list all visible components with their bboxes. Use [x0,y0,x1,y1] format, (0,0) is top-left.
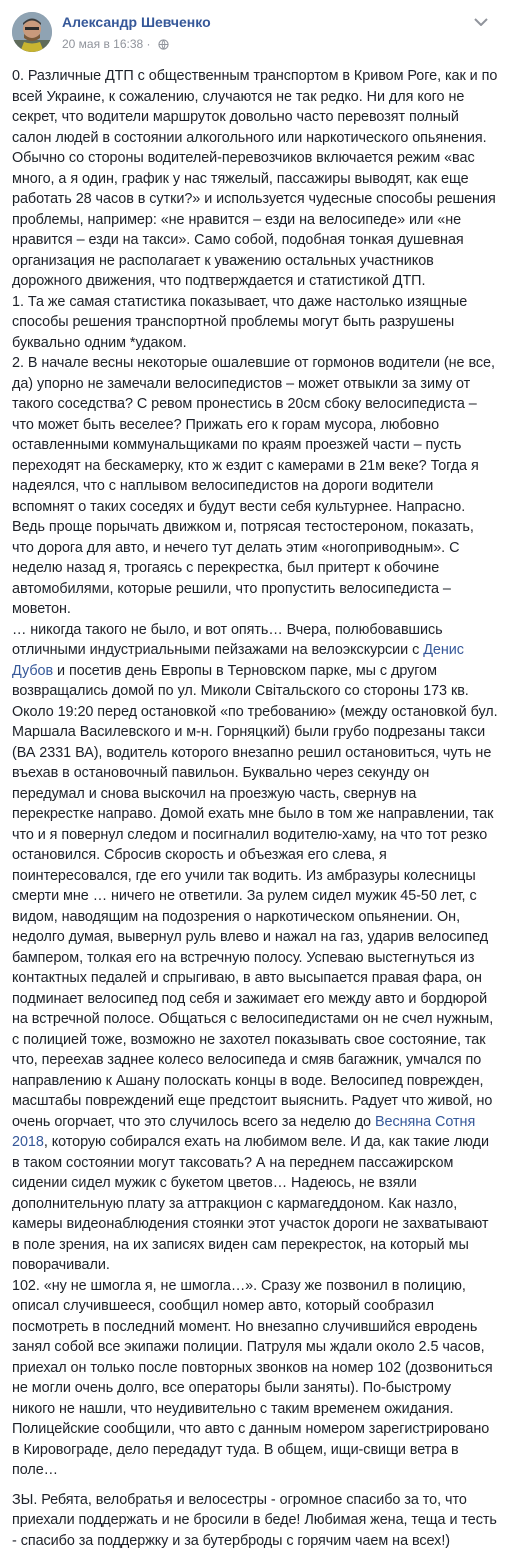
paragraph-3-part-2: и посетив день Европы в Терновском парке, мы с другом возвращались домой по ул. Миколи Світальского со стороны 173 кв. Около 19:20 перед остановкой «по требованию» (между остановкой бул. Маршала Василевского и м-н. Горняцкий) были грубо подрезаны такси (ВА 2331 ВА), водитель которого внезапно решил остановиться, чуть не въехав в остановочный павильон. Буквально через секунду он передумал и снова выскочил на проезжую часть, свернув на перекрестке направо. Домой ехать мне было в том же направлении, так что и я повернул следом и посигналил водителю-хаму, на что тот резко остановился. Сбросив скорость и объезжая его слева, я поинтересовался, где его учили так водить. Из амбразуры колесницы смерти мне … ничего не ответили. За рулем сидел мужик 45-50 лет, с видом, наводящим на подозрения о наркотическом опьянении. Он, недолго думая, вывернул руль влево и нажал на газ, ударив велосипед бампером, толкая его на встречную полосу. Успеваю выстегнуться из контактных педалей и спрыгиваю, в авто высыпается правая фара, он подминает велосипед под себя и зажимает его между авто и бордюрой на встречной полосе. Общаться с велосипедистами он не счел нужным, с полицией тоже, возможно не захотел показывать свое состояние, так что, переехав заднее колесо велосипеда и смяв багажник, умчался по направлению к Ашану полоскать концы в воде. Велосипед поврежден, масштабы повреждений еще предстоит выяснить. Радует что живой, но очень огорчает, что это случилось всего за неделю до [12,663,498,1130]
paragraph-1: 1. Та же самая статистика показывает, что даже настолько изящные способы решения транспортной проблемы могут быть разрушены буквально одним *удаком. [12,292,498,354]
event-link[interactable]: Весняна Сотня 2018 [12,1114,475,1151]
author-name[interactable]: Александр Шевченко [62,14,211,30]
paragraph-2: 2. В начале весны некоторые ошалевшие от гормонов водители (не все, да) упорно не замечали велосипедистов – может отвыкли за зиму от такого соседства? С ревом пронестись в 20см сбоку велосипедиста – что может быть веселее? Прижать его к горам мусора, любовно оставленными коммунальщиками по краям проезжей части – пусть переходят на бескамерку, кто ж ездит с камерами в 21м веке? Тогда я надеялся, что с наплывом велосипедистов на дороги водители вспомнят о таких соседях и будут вести себя культурнее. Напрасно. Ведь проще порычать движком и, потрясая тестостероном, показать, что дорога для авто, и нечего тут делать этим «ногоприводным». С неделю назад я, трогаясь с перекрестка, был притерт к обочине автомобилями, которые решили, что пропустить велосипедиста – моветон. [12,353,498,620]
post-body [12,66,498,1551]
paragraph-3-part-1: … никогда такого не было, и вот опять… Вчера, полюбовавшись отличными индустриальными пейзажами на велоэкскурсии с [12,622,443,659]
more-options-icon[interactable] [471,14,491,30]
paragraph-3 [12,620,498,1276]
tagged-user-link[interactable]: Денис Дубов [12,642,464,679]
avatar-photo [12,12,52,52]
paragraph-0: 0. Различные ДТП с общественным транспортом в Кривом Роге, как и по всей Украине, к сожалению, случаются не так редко. Ни для кого не секрет, что водители маршруток довольно часто перевозят полный салон людей в состоянии алкогольного или наркотического опьянения. Обычно со стороны водителей-перевозчиков включается режим «вас много, а я один, график у нас тяжелый, пассажиры выводят, как еще работать 28 часов в сутки?» и используется чудесные способы решения проблемы, например: «не нравится – езди на велосипеде» или «не нравится – езди на такси». Само собой, подобная тонкая душевная организация не располагает к уважению остальных участников дорожного движения, что подтверждается и статистикой ДТП. [12,66,498,292]
post-meta [62,37,169,53]
paragraph-4: 102. «ну не шмогла я, не шмогла…». Сразу же позвонил в полицию, описал случившееся, сообщил номер авто, который сообразил посмотреть в последний момент. Но внезапно случившийся евродень занял собой все экипажи полиции. Патруля мы ждали около 2.5 часов, приехал он только после повторных звонков на номер 102 (дозвониться не могли очень долго, все операторы были заняты). По-быстрому никого не нашли, что неудивительно с таким временем ожидания. Полицейские сообщили, что авто с данным номером зарегистрировано в Кировограде, дело передадут туда. В общем, ищи-свищи ветра в поле… [12,1276,498,1481]
post-timestamp[interactable]: 20 мая в 16:38 [62,37,143,51]
avatar[interactable] [12,12,52,52]
paragraph-3-part-3: , которую собирался ехать на любимом веле. И да, как такие люди в таком состоянии могут таксовать? А на переднем пассажирском сидении сидел мужик с букетом цветов… Надеюсь, не взяли дополнительную плату за аттракцион с кармагеддоном. Как назло, камеры видеонаблюдения стоянки этот участок дороги не захватывают в поле зрения, на их записях виден сам перекресток, на который мы поворачивали. [12,1134,489,1273]
globe-icon[interactable] [158,39,169,53]
paragraph-ps: ЗЫ. Ребята, велобратья и велосестры - огромное спасибо за то, что приехали поддержать и не бросили в беде! Любимая жена, теща и тесть - спасибо за поддержку и за бутерброды с горячим чаем на всех!) [12,1490,498,1551]
meta-separator: · [143,37,154,51]
